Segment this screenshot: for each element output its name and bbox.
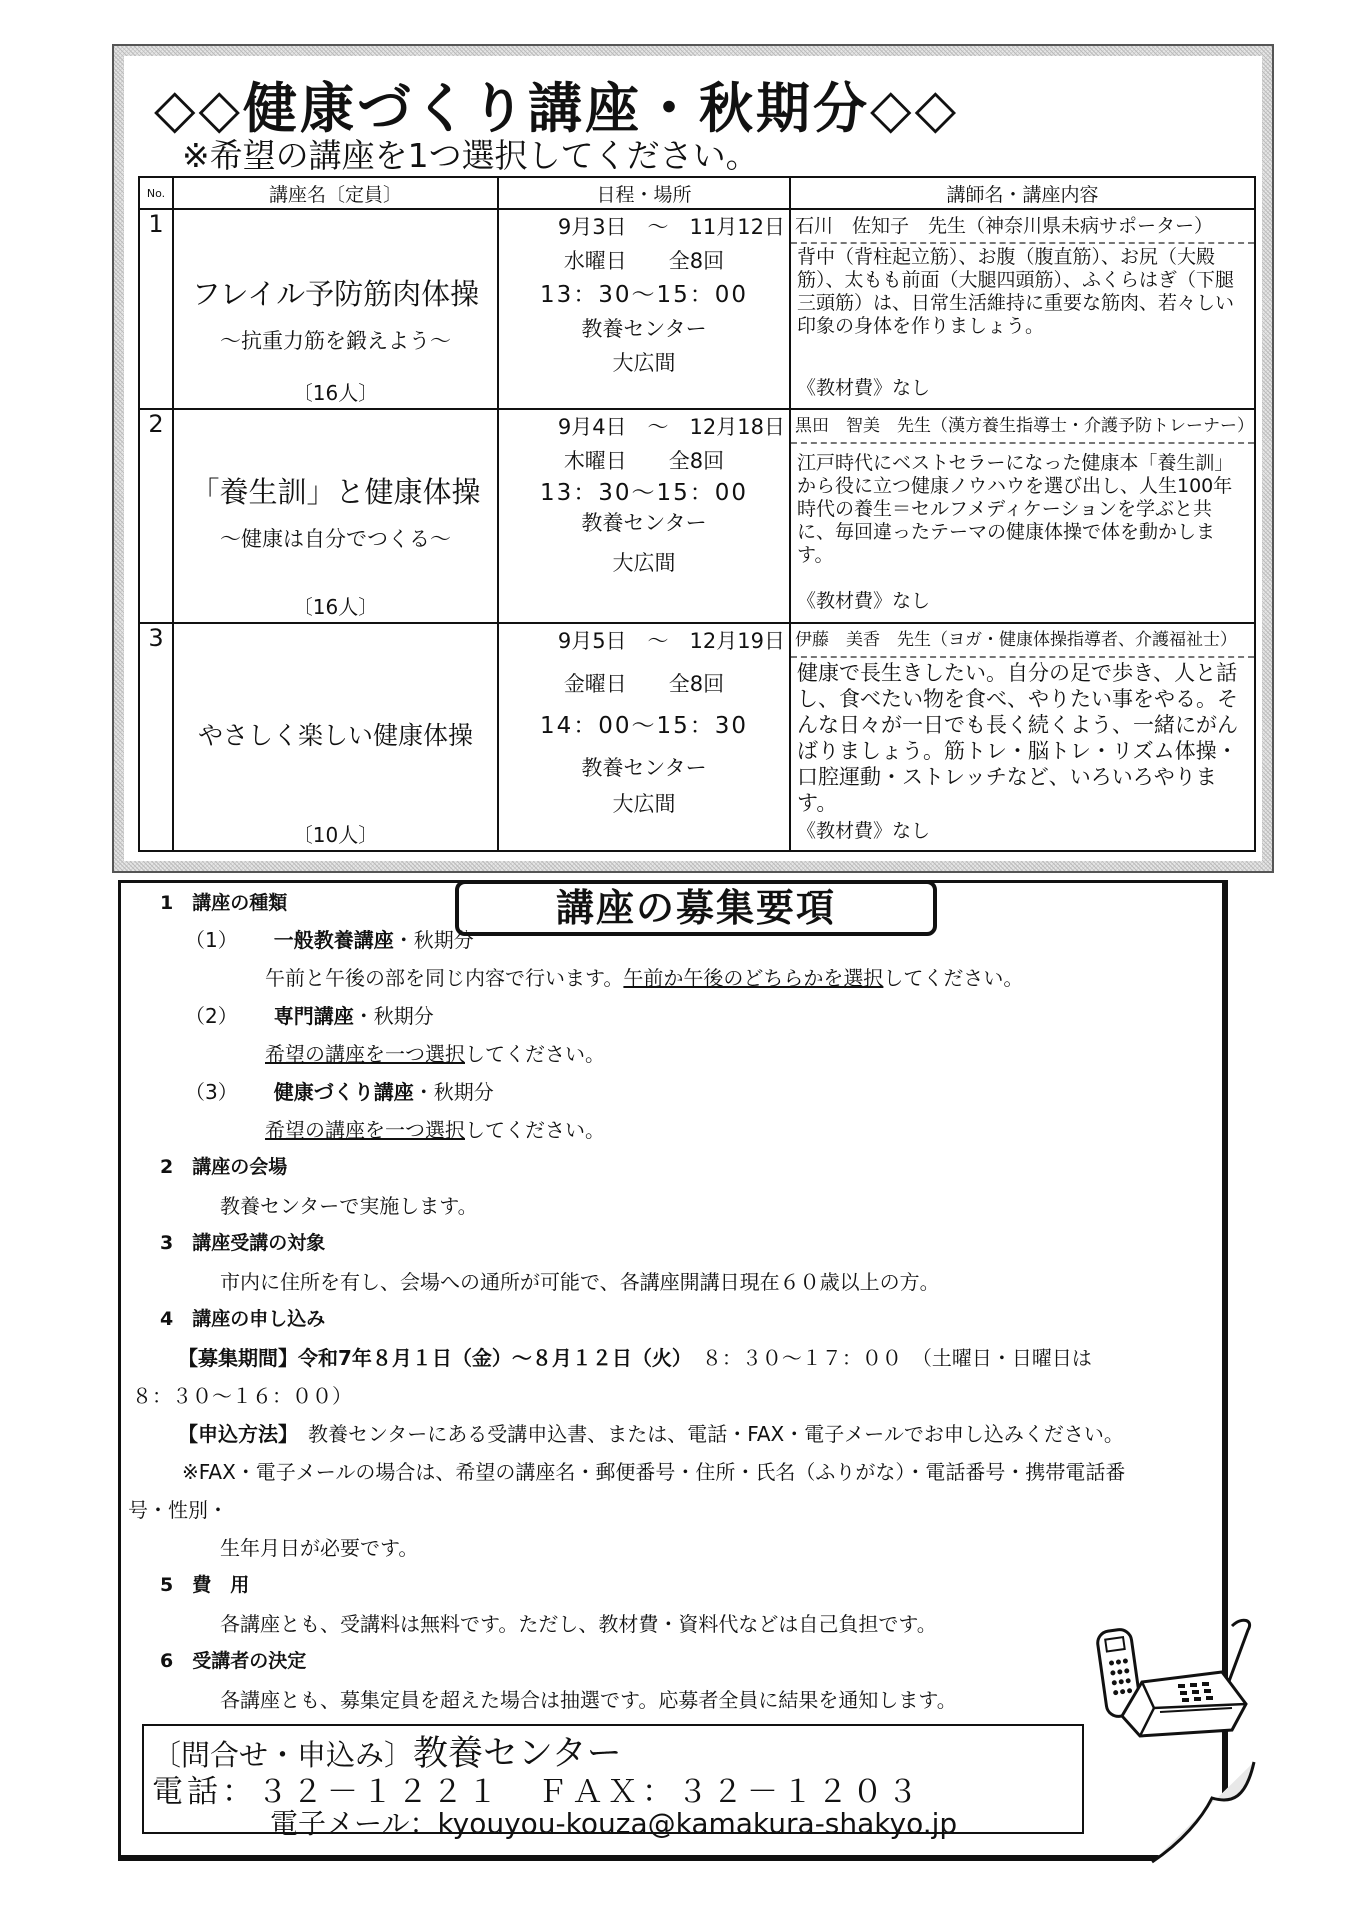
course-name-cell (173, 209, 498, 409)
application-note-cont: 号・性別・ (128, 1498, 228, 1522)
special-course-note (265, 1038, 605, 1067)
course-lecturer-cell (790, 623, 1255, 851)
course-row (139, 209, 1255, 409)
course-place: 教養センター (581, 756, 707, 780)
item-title: 専門講座 (273, 1004, 354, 1028)
venue-text: 教養センターで実施します。 (220, 1194, 478, 1218)
course-room: 大広間 (612, 792, 676, 816)
course-lecturer-cell (790, 409, 1255, 623)
note-text: してください。 (465, 1042, 605, 1066)
selection-text: 各講座とも、募集定員を超えた場合は抽選です。応募者全員に結果を通知します。 (220, 1688, 957, 1712)
course-room: 大広間 (612, 351, 676, 375)
application-period-cont: ８：３０～１６：００） (132, 1384, 352, 1408)
item-title: 一般教養講座 (273, 928, 394, 952)
course-table (138, 176, 1256, 852)
item-title: 健康づくり講座 (273, 1080, 414, 1104)
note-emphasis: 午前か午後のどちらかを選択 (623, 966, 884, 990)
contact-center-name: 教養センター (413, 1734, 622, 1774)
section-selection: 6 受講者の決定 (160, 1650, 307, 1672)
course-schedule-cell (498, 209, 790, 409)
note-emphasis: 希望の講座を一つ選択 (265, 1118, 465, 1142)
course-lecturer-cell (790, 209, 1255, 409)
period-label: 【募集期間】 (178, 1346, 298, 1370)
course-schedule-cell (498, 409, 790, 623)
course-name: やさしく楽しい健康体操 (197, 721, 473, 750)
method-text: 教養センターにある受講申込書、または、電話・FAX・電子メールでお申し込みください。 (308, 1422, 1124, 1446)
course-schedule-cell (498, 623, 790, 851)
course-dates: 9月5日 ～ 12月19日 (557, 629, 785, 653)
page-title: ◇◇健康づくり講座・秋期分◇◇ (154, 77, 960, 140)
lecturer-name: 伊藤 美香 先生（ヨガ・健康体操指導者、介護福祉士） (791, 624, 1254, 658)
course-days: 水曜日 全8回 (563, 249, 725, 273)
course-number: 3 (139, 623, 173, 851)
item-term: ・秋期分 (413, 1080, 494, 1104)
course-dates: 9月3日 ～ 11月12日 (557, 215, 785, 239)
item-number: （1） (185, 928, 238, 952)
contact-box (142, 1724, 1084, 1840)
application-method (178, 1418, 1124, 1447)
course-materials: 《教材費》なし (797, 820, 931, 842)
course-place: 教養センター (581, 511, 707, 535)
course-description: 健康で長生きしたい。自分の足で歩き、人と話し、食べたい物を食べ、やりたい事をやる。そんな日々が一日でも長く続くよう、一緒にがんばりましょう。筋トレ・脳トレ・リズム体操・口腔運動・ストレッチなど、いろいろやります。 (797, 661, 1238, 815)
fees-text: 各講座とも、受講料は無料です。ただし、教材費・資料代などは自己負担です。 (220, 1612, 937, 1636)
course-subtitle: ～抗重力筋を鍛えよう～ (220, 329, 451, 353)
course-description: 背中（背柱起立筋）、お腹（腹直筋）、お尻（大殿筋）、太もも前面（大腿四頭筋）、ふくらはぎ（下腿三頭筋）は、日常生活維持に重要な筋肉、若々しい印象の身体を作りましょう。 (797, 246, 1235, 337)
course-time: 14：00～15：30 (539, 713, 749, 739)
course-capacity: 〔16人〕 (292, 381, 379, 405)
period-dates: 令和7年８月１日（金）～８月１２日（火） (298, 1346, 682, 1370)
course-dates: 9月4日 ～ 12月18日 (557, 415, 785, 439)
course-name: フレイル予防筋肉体操 (191, 277, 480, 311)
section-course-types: 1 講座の種類 (160, 892, 288, 914)
note-text: 午前と午後の部を同じ内容で行います。 (265, 966, 624, 990)
method-label: 【申込方法】 (178, 1422, 298, 1446)
course-subtitle: ～健康は自分でつくる～ (220, 527, 451, 551)
lecturer-name: 石川 佐知子 先生（神奈川県未病サポーター） (791, 210, 1254, 244)
header-lecturer: 講師名・講座内容 (790, 177, 1255, 209)
item-term: ・秋期分 (353, 1004, 434, 1028)
course-name: 「養生訓」と健康体操 (190, 475, 481, 509)
sub-general-course (185, 924, 474, 953)
course-capacity: 〔10人〕 (292, 823, 379, 847)
contact-phone-fax: 電話：３２－１２２１ ＦＡＸ：３２－１２０３ (152, 1774, 922, 1810)
application-period (178, 1342, 1092, 1371)
course-room: 大広間 (612, 551, 676, 575)
course-days: 木曜日 全8回 (563, 449, 725, 473)
telephone-icon (1082, 1612, 1258, 1742)
lecturer-name: 黒田 智美 先生（漢方養生指導士・介護予防トレーナー） (791, 410, 1254, 444)
item-number: （2） (185, 1004, 238, 1028)
note-emphasis: 希望の講座を一つ選択 (265, 1042, 465, 1066)
contact-email: 電子メール：kyouyou-kouza@kamakura-shakyo.jp (270, 1807, 958, 1840)
recruitment-badge: 講座の募集要項 (455, 880, 937, 936)
course-description: 江戸時代にベストセラーになった健康本「養生訓」から役に立つ健康ノウハウを選び出し、人生100年時代の養生＝セルフメディケーションを学ぶと共に、毎回違ったテーマの健康体操で体を動かします。 (797, 452, 1234, 566)
health-course-panel (112, 44, 1274, 873)
item-number: （3） (185, 1080, 238, 1104)
course-days: 金曜日 全8回 (563, 672, 725, 696)
item-term: ・秋期分 (393, 928, 474, 952)
application-note-end: 生年月日が必要です。 (220, 1536, 419, 1560)
course-table-header-row (139, 177, 1255, 209)
general-course-note (265, 962, 1023, 991)
header-no: No. (139, 177, 173, 209)
header-course-name: 講座名〔定員〕 (173, 177, 498, 209)
course-time: 13：30～15：00 (539, 282, 749, 308)
sub-special-course (185, 1000, 434, 1029)
section-venue: 2 講座の会場 (160, 1156, 288, 1178)
page-curl-decoration (1142, 1758, 1268, 1870)
section-application: 4 講座の申し込み (160, 1308, 326, 1330)
course-time: 13：30～15：00 (539, 480, 749, 506)
course-row (139, 409, 1255, 623)
eligibility-text: 市内に住所を有し、会場への通所が可能で、各講座開講日現在６０歳以上の方。 (220, 1270, 940, 1294)
course-place: 教養センター (581, 317, 707, 341)
period-hours: ８：３０～１７：００ （土曜日・日曜日は (681, 1346, 1092, 1370)
course-name-cell (173, 409, 498, 623)
course-materials: 《教材費》なし (797, 377, 931, 399)
course-capacity: 〔16人〕 (292, 595, 379, 619)
health-course-note (265, 1114, 605, 1143)
sub-health-course (185, 1076, 494, 1105)
course-materials: 《教材費》なし (797, 590, 931, 612)
section-eligibility: 3 講座受講の対象 (160, 1232, 326, 1254)
page-subtitle: ※希望の講座を1つ選択してください。 (182, 136, 759, 175)
header-schedule: 日程・場所 (498, 177, 790, 209)
section-fees: 5 費 用 (160, 1574, 250, 1596)
health-course-panel-inner (124, 56, 1262, 861)
contact-label: 〔問合せ・申込み〕 (152, 1738, 414, 1772)
course-number: 1 (139, 209, 173, 409)
course-row (139, 623, 1255, 851)
application-note: ※FAX・電子メールの場合は、希望の講座名・郵便番号・住所・氏名（ふりがな）・電話番号・携帯電話番 (182, 1460, 1126, 1484)
course-number: 2 (139, 409, 173, 623)
note-text: してください。 (883, 966, 1024, 990)
course-name-cell (173, 623, 498, 851)
note-text: してください。 (465, 1118, 605, 1142)
